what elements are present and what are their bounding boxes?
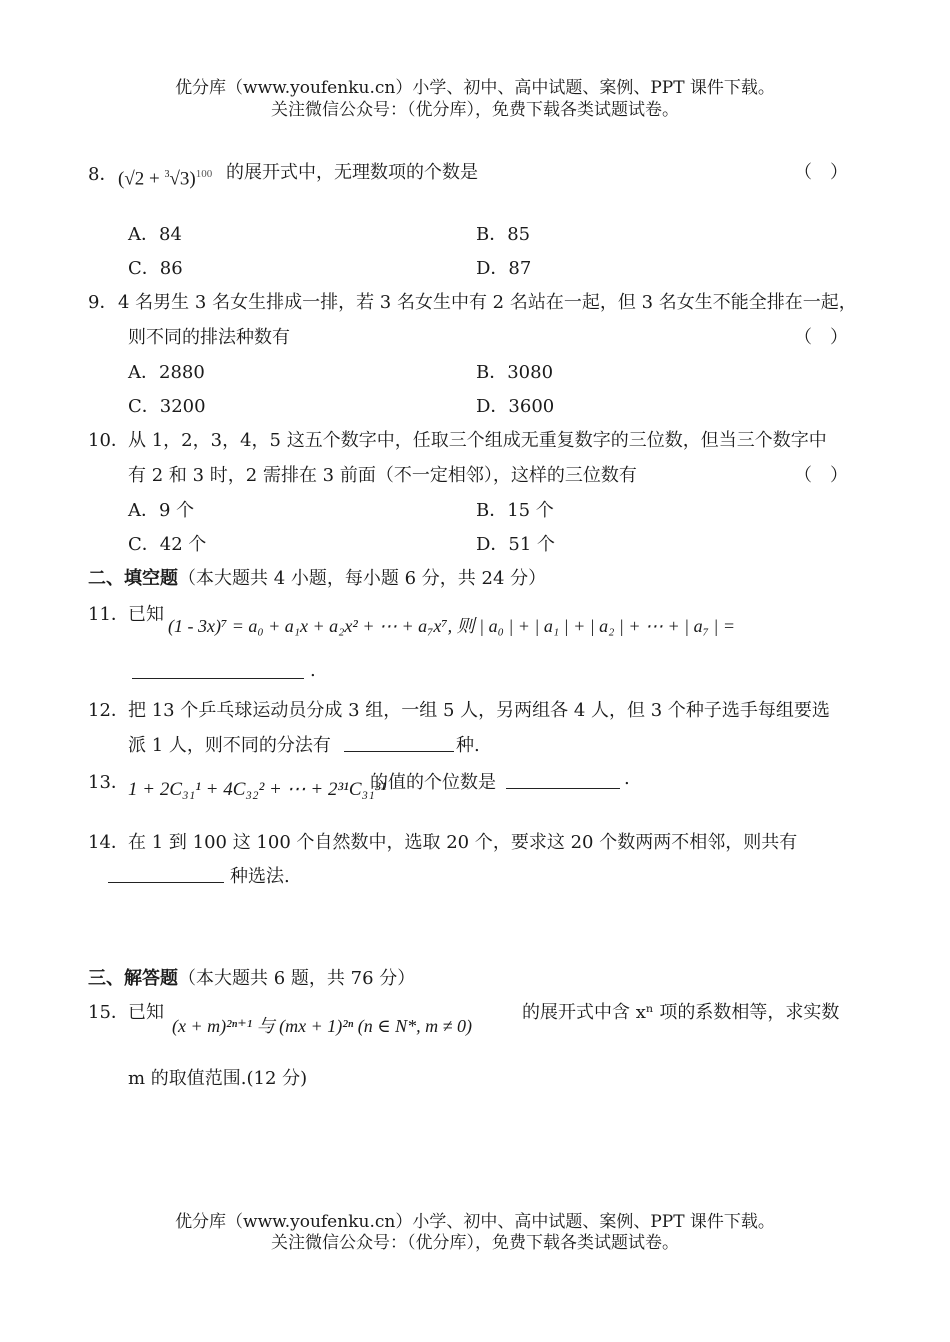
- q8-option-d: D．87: [476, 258, 532, 279]
- q10-option-b: B．15 个: [476, 500, 554, 521]
- header-line-1: 优分库（www.youfenku.cn）小学、初中、高中试题、案例、PPT 课件下载。: [175, 78, 775, 98]
- q9-line-2: 则不同的排法种数有: [128, 327, 290, 348]
- q8-expr-part-a: (√2 +: [118, 168, 165, 190]
- q12-answer-blank[interactable]: [344, 751, 454, 752]
- section-3-heading: [88, 964, 415, 990]
- q15-expression: (x + m)²ⁿ⁺¹ 与 (mx + 1)²ⁿ (n ∈ N*, m ≠ 0): [172, 1016, 472, 1036]
- q9-option-d: D．3600: [476, 396, 555, 417]
- q13-tail: .: [624, 768, 630, 789]
- q13-number: 13．: [88, 772, 129, 793]
- q10-option-c: C．42 个: [128, 534, 207, 555]
- section-3-title: 三、解答题: [88, 968, 178, 989]
- q14-line-1: 在 1 到 100 这 100 个自然数中，选取 20 个，要求这 20 个数两两不相邻，则共有: [128, 832, 798, 853]
- q10-line-1: 从 1，2，3，4，5 这五个数字中，任取三个组成无重复数字的三位数，但当三个数字中: [128, 430, 827, 451]
- q13-expression: 1 + 2C₃₁¹ + 4C₃₂² + ⋯ + 2³¹C₃₁³¹: [128, 779, 387, 800]
- footer-line-1: 优分库（www.youfenku.cn）小学、初中、高中试题、案例、PPT 课件下载。: [175, 1212, 775, 1232]
- q10-line-2: 有 2 和 3 时，2 需排在 3 前面（不一定相邻），这样的三位数有: [128, 465, 637, 486]
- q9-answer-paren: （ ）: [794, 327, 848, 348]
- q11-text: 已知: [128, 604, 164, 625]
- q12-number: 12．: [88, 700, 129, 721]
- q14-answer-blank[interactable]: [108, 882, 224, 883]
- q12-line-2b: 种.: [456, 735, 480, 756]
- q8-cbrt-index: 3: [164, 169, 170, 180]
- q10-option-a: A．9 个: [128, 500, 195, 521]
- q14-number: 14．: [88, 832, 129, 853]
- q10-answer-paren: （ ）: [794, 465, 848, 486]
- q8-expression: [118, 168, 212, 190]
- q8-option-b: B．85: [476, 224, 531, 245]
- q15-text-2: 的展开式中含 xⁿ 项的系数相等，求实数: [522, 1002, 840, 1023]
- q10-option-d: D．51 个: [476, 534, 556, 555]
- q9-number: 9．: [88, 292, 118, 313]
- section-2-note: （本大题共 4 小题，每小题 6 分，共 24 分）: [178, 568, 547, 589]
- q8-number: 8．: [88, 164, 118, 185]
- q9-option-c: C．3200: [128, 396, 206, 417]
- q11-tail: .: [310, 660, 316, 681]
- q8-answer-paren: （ ）: [794, 162, 848, 183]
- q8-option-a: A．84: [128, 224, 182, 245]
- q12-line-2a: 派 1 人，则不同的分法有: [128, 735, 331, 756]
- q13-answer-blank[interactable]: [506, 788, 620, 789]
- q13-text: 的值的个位数是: [370, 772, 496, 793]
- q9-option-b: B．3080: [476, 362, 554, 383]
- q8-expr-part-b: √3): [169, 168, 196, 190]
- q12-line-1: 把 13 个乒乓球运动员分成 3 组，一组 5 人，另两组各 4 人，但 3 个种子选手每组要选: [128, 700, 830, 721]
- q8-text: 的展开式中，无理数项的个数是: [226, 162, 478, 183]
- q11-answer-blank[interactable]: [132, 678, 304, 679]
- q14-line-2: 种选法.: [230, 866, 290, 887]
- q15-line-2: m 的取值范围.(12 分): [128, 1068, 308, 1089]
- section-2-title: 二、填空题: [88, 568, 178, 589]
- q9-line-1: 4 名男生 3 名女生排成一排，若 3 名女生中有 2 名站在一起，但 3 名女生不能全排在一起，: [118, 292, 857, 313]
- q8-exponent: 100: [195, 168, 213, 180]
- q8-option-c: C．86: [128, 258, 183, 279]
- footer-line-2: 关注微信公众号：（优分库），免费下载各类试题试卷。: [271, 1233, 679, 1253]
- q11-expression: (1 - 3x)⁷ = a₀ + a₁x + a₂x² + ⋯ + a₇x⁷, 则 | a₀ | + | a₁ | + | a₂ | + ⋯ + | a₇ | =: [168, 616, 735, 636]
- section-3-note: （本大题共 6 题，共 76 分）: [178, 968, 416, 989]
- header-line-2: 关注微信公众号：（优分库），免费下载各类试题试卷。: [271, 100, 679, 120]
- q11-number: 11．: [88, 604, 129, 625]
- q15-text-1: 已知: [128, 1002, 164, 1023]
- section-2-heading: [88, 564, 546, 590]
- q15-number: 15．: [88, 1002, 129, 1023]
- q9-option-a: A．2880: [128, 362, 205, 383]
- q10-number: 10．: [88, 430, 129, 451]
